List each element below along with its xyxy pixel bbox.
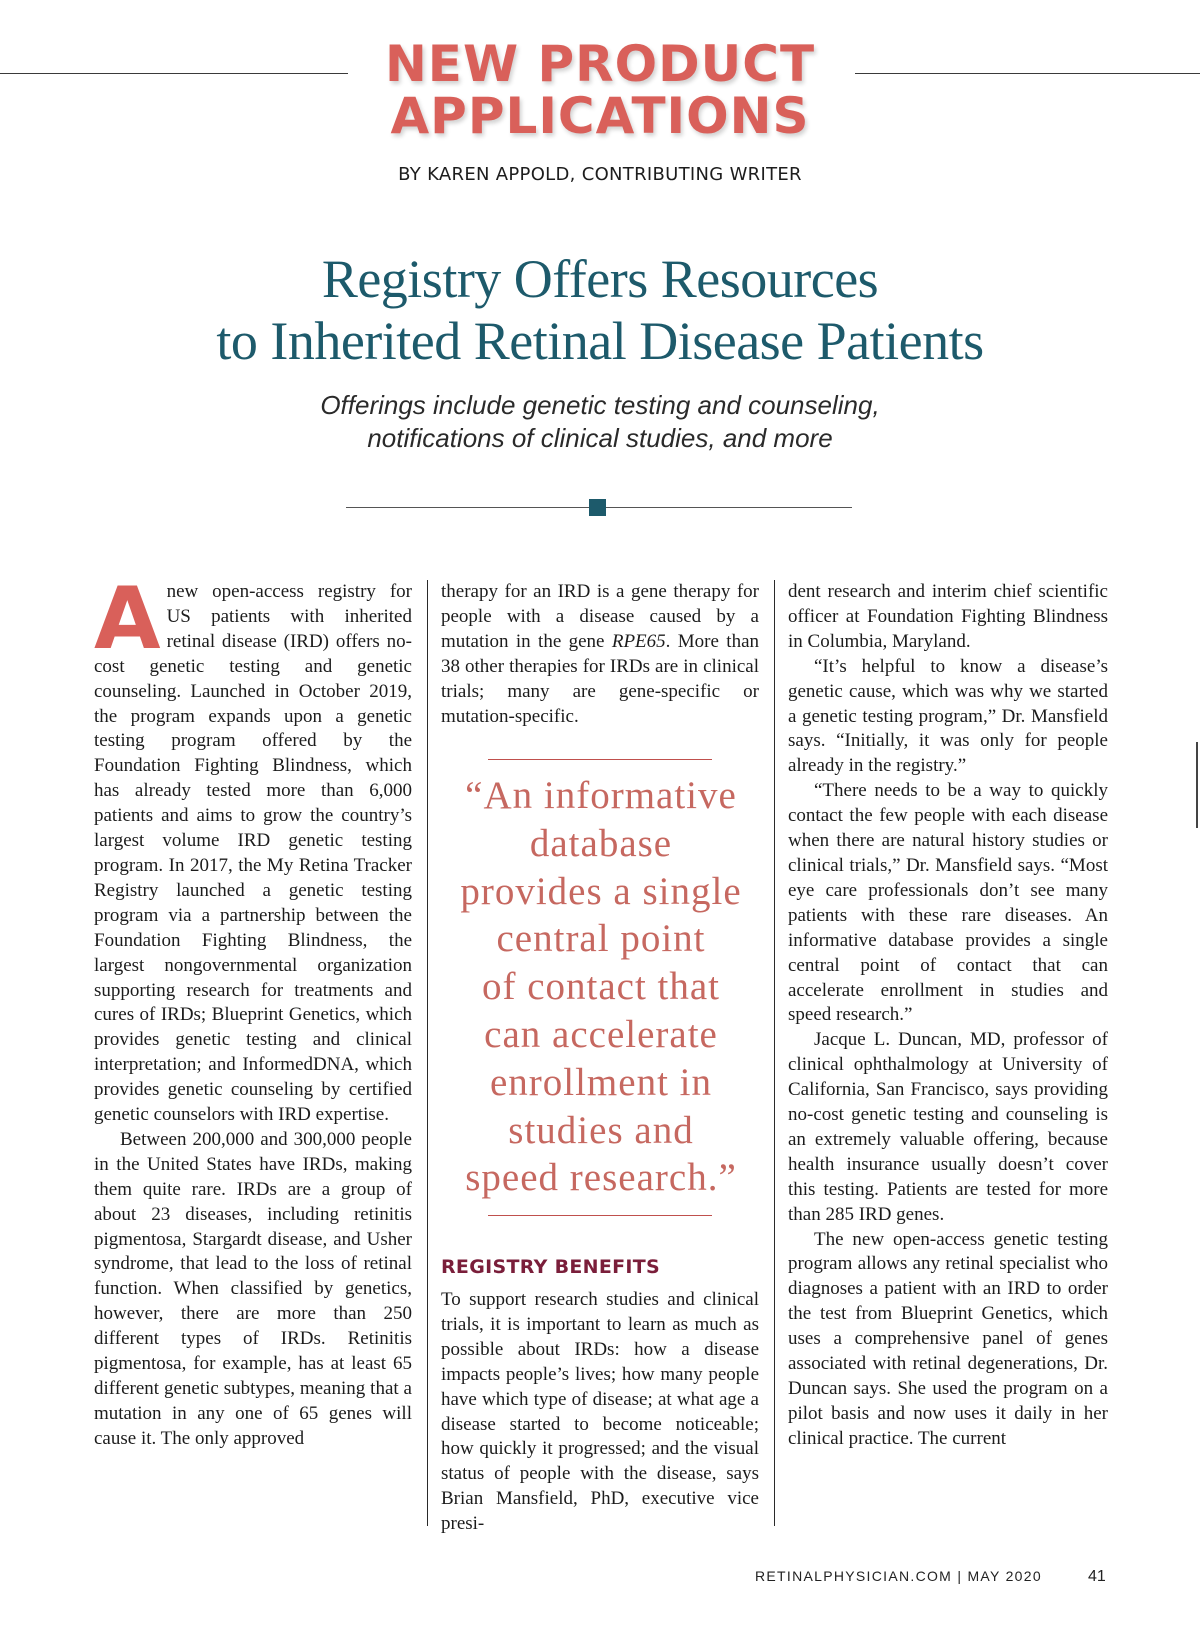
header-rule-left <box>0 73 348 74</box>
paragraph <box>94 569 412 1128</box>
pull-quote <box>436 772 766 1202</box>
paragraph: Jacque L. Duncan, MD, professor of clinical ophthalmology at University of California, San Francisco, says providing no-cost genetic testing and counseling is an extremely valuable offering, because health insurance usually doesn’t cover this testing. Patients are tested for more than 285 IRD genes. <box>788 1029 1108 1225</box>
gene-name: RPE65 <box>611 630 666 652</box>
column-divider <box>427 580 428 1526</box>
drop-cap: A <box>94 569 161 669</box>
paragraph-text: . More than 38 other therapies for IRDs are in clinical trials; many are gene-specific or mutation-specific. <box>441 630 760 727</box>
pullquote-rule-top <box>488 759 712 760</box>
paragraph: The new open-access genetic testing program allows any retinal specialist who diagnoses a patient with an IRD to order the test from Blueprint Genetics, which uses a comprehensive panel of genes associated with retinal degenerations, Dr. Duncan says. She used the program on a pilot basis and now uses it daily in her clinical practice. The current <box>788 1228 1108 1449</box>
ornament-square-icon <box>589 499 606 516</box>
page-footer <box>755 1568 1115 1584</box>
column-2 <box>441 580 759 729</box>
subhead-registry-benefits: REGISTRY BENEFITS <box>441 1256 661 1278</box>
pull-quote-line: studies and <box>508 1108 694 1152</box>
pull-quote-line: enrollment in <box>489 1060 713 1104</box>
paragraph: “It’s helpful to know a disease’s genetic cause, which was why we started a genetic testing program,” Dr. Mansfield says. “Initially, it was only for people already in the registry.” <box>788 655 1108 777</box>
headline-line2: to Inherited Retinal Disease Patients <box>216 311 984 371</box>
paragraph-text: therapy for an IRD is a gene therapy for people with a disease caused by a mutation in the gene <box>441 581 759 652</box>
pull-quote-line: “An informative <box>465 774 737 817</box>
paragraph: “There needs to be a way to quickly contact the few people with each disease when there are natural history studies or clinical trials,” Dr. Mansfield says. “Most eye care professionals don’t see many patients with these rare diseases. An informative database provides a single central point of contact that can accelerate enrollment in studies and speed research.” <box>788 780 1108 1026</box>
pull-quote-line: central point <box>496 917 706 961</box>
page-edge-mark <box>1196 742 1198 828</box>
column-2-lower <box>441 1288 759 1537</box>
pull-quote-line: can accelerate <box>484 1012 718 1056</box>
paragraph: Between 200,000 and 300,000 people in the United States have IRDs, making them quite rare. IRDs are a group of about 23 diseases, including retinitis pigmentosa, Stargardt disease, and Usher syndrome, that lead to the loss of retinal function. When classified by genetics, however, there are more than 250 different types of IRDs. Retinitis pigmentosa, for example, has at least 65 different genetic subtypes, meaning that a mutation in any one of 65 genes will cause it. The only approved <box>94 1128 412 1449</box>
byline: BY KAREN APPOLD, CONTRIBUTING WRITER <box>398 164 802 185</box>
column-1 <box>94 569 412 1452</box>
page-number: 41 <box>1088 1568 1106 1585</box>
pullquote-rule-bottom <box>488 1215 712 1216</box>
column-divider <box>774 580 775 1526</box>
footer-site-date: RETINALPHYSICIAN.COM | MAY 2020 <box>755 1568 1042 1584</box>
section-title-line1: NEW PRODUCT <box>384 35 816 93</box>
paragraph: dent research and interim chief scientific officer at Foundation Fighting Blindness in Columbia, Maryland. <box>788 581 1108 652</box>
deck-line2: notifications of clinical studies, and more <box>367 423 833 453</box>
pull-quote-line: of contact that <box>481 965 721 1009</box>
deck-line1: Offerings include genetic testing and counseling, <box>320 390 880 420</box>
headline-line1: Registry Offers Resources <box>321 249 879 309</box>
column-3 <box>788 580 1108 1452</box>
paragraph-text: new open-access registry for US patients with inherited retinal disease (IRD) offers no-cost genetic testing and genetic counseling. Launched in October 2019, the program expands upon a genetic testing program offered by the Foundation Fighting Blindness, which has already tested more than 6,000 patients and aims to grow the country’s largest volume IRD genetic testing program. In 2017, the My Retina Tracker Registry launched a genetic testing program via a partnership between the Foundation Fighting Blindness, the largest nongovernmental organization supporting research for treatments and cures of IRDs; Blueprint Genetics, which provides genetic testing and clinical interpretation; and InformedDNA, which provides genetic counseling by certified genetic counselors with IRD expertise. <box>94 581 412 1126</box>
paragraph: To support research studies and clinical trials, it is important to learn as much as possible about IRDs: how a disease impacts people’s lives; how many people have which type of disease; at what age a disease started to become noticeable; how quickly it progressed; and the visual status of people with the disease, says Brian Mansfield, PhD, executive vice presi- <box>441 1289 759 1535</box>
section-title-line2: APPLICATIONS <box>390 87 810 145</box>
pull-quote-line: provides a single <box>460 869 742 913</box>
deck <box>200 389 1000 455</box>
section-title <box>350 35 850 145</box>
header-rule-right <box>855 73 1200 74</box>
headline <box>100 248 1100 372</box>
pull-quote-line: speed research.” <box>465 1156 737 1200</box>
paragraph <box>441 580 759 729</box>
pull-quote-line: database <box>529 821 673 865</box>
